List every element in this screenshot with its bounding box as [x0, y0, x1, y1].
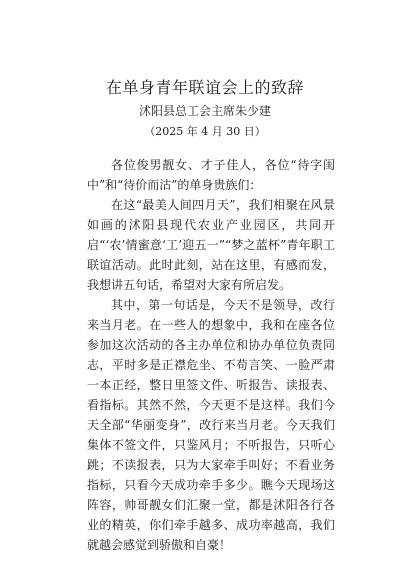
- paragraph-opening: 在这“最美人间四月天”，我们相聚在风景如画的沭阳县现代农业产业园区，共同开启“‘农’情蜜意‘工’迎五一”“梦之蓝杯”青年职工联谊活动。此时此刻，站在这里，有感而发，我想讲五句话，希望对大家有所启发。: [87, 198, 335, 292]
- paragraph-salutation: 各位俊男靓女、才子佳人，各位“待字闺中”和“待价而沽”的单身贵族们：: [87, 158, 335, 192]
- paragraph-first-point: 其中，第一句话是，今天不是领导，改行来当月老。在一些人的想象中，我和在座各位参加这次活动的各主办单位和协办单位负责同志，平时多是正襟危坐、不苟言笑、一脸严肃一本正经，整日里签文件、听报告、读报表、看指标。其然不然，今天更不是这样。我们今天全部“华丽变身”，改行来当月老。今天我们集体不签文件，只鉴风月；不听报告，只听心跳；不读报表，只为大家牵手叫好；不看业务指标，只看今天成功牵手多少。瞧今天现场这阵容，帅哥靓女们汇聚一堂，都是沭阳各行各业的精英，你们牵手越多、成功率越高，我们就越会感觉到骄傲和自豪！: [87, 298, 335, 552]
- document-title: 在单身青年联谊会上的致辞: [105, 78, 304, 97]
- document-date: （2025 年 4 月 30 日）: [144, 125, 266, 138]
- document-author: 沭阳县总工会主席朱少建: [138, 104, 271, 118]
- document-body: [87, 155, 335, 555]
